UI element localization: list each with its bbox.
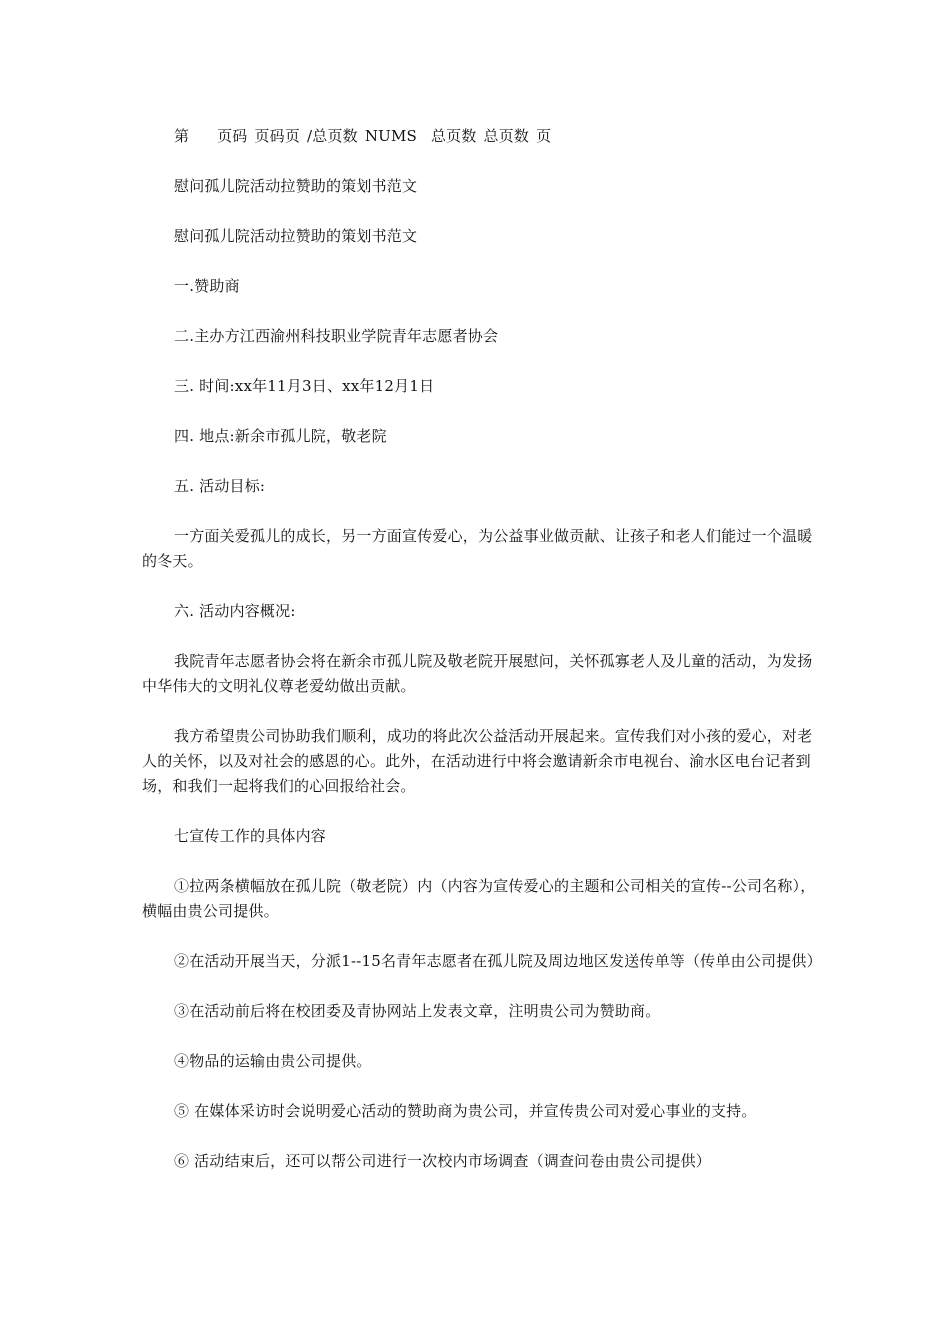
publicity-item-5: ⑤ 在媒体采访时会说明爱心活动的赞助商为贵公司，并宣传贵公司对爱心事业的支持。 [174,1102,757,1120]
document-title: 慰问孤儿院活动拉赞助的策划书范文 [174,177,418,195]
section-organizer-heading: 二.主办方江西渝州科技职业学院青年志愿者协会 [174,327,499,345]
section-location-heading: 四. 地点:新余市孤儿院，敬老院 [174,427,387,445]
document-body [142,124,822,1199]
goal-paragraph: 一方面关爱孤儿的成长，另一方面宣传爱心，为公益事业做贡献、让孩子和老人们能过一个温暖的冬天。 [142,527,813,570]
overview-paragraph-2: 我方希望贵公司协助我们顺利，成功的将此次公益活动开展起来。宣传我们对小孩的爱心，对老人的关怀，以及对社会的感恩的心。此外，在活动进行中将会邀请新余市电视台、渝水区电台记者到场，和我们一起将我们的心回报给社会。 [142,727,813,795]
section-overview-heading: 六. 活动内容概况: [174,602,296,620]
section-publicity-heading: 七宣传工作的具体内容 [174,827,327,845]
publicity-item-2: ②在活动开展当天，分派1--15名青年志愿者在孤儿院及周边地区发送传单等（传单由公司提供） [174,952,822,970]
overview-paragraph-1: 我院青年志愿者协会将在新余市孤儿院及敬老院开展慰问，关怀孤寡老人及儿童的活动，为发扬中华伟大的文明礼仪尊老爱幼做出贡献。 [142,652,813,695]
publicity-item-1: ①拉两条横幅放在孤儿院（敬老院）内（内容为宣传爱心的主题和公司相关的宣传--公司名称），横幅由贵公司提供。 [142,877,816,920]
section-time-heading: 三. 时间:xx年11月3日、xx年12月1日 [174,377,435,395]
publicity-item-6: ⑥ 活动结束后，还可以帮公司进行一次校内市场调查（调查问卷由贵公司提供） [174,1152,711,1170]
publicity-item-4: ④物品的运输由贵公司提供。 [174,1052,372,1070]
section-sponsor-heading: 一.赞助商 [174,277,240,295]
document-subtitle: 慰问孤儿院活动拉赞助的策划书范文 [174,227,418,245]
page-header-field-codes: 第 页码 页码页 /总页数 NUMS 总页数 总页数 页 [174,127,552,145]
publicity-item-3: ③在活动前后将在校团委及青协网站上发表文章，注明贵公司为赞助商。 [174,1002,661,1020]
section-goal-heading: 五. 活动目标: [174,477,266,495]
